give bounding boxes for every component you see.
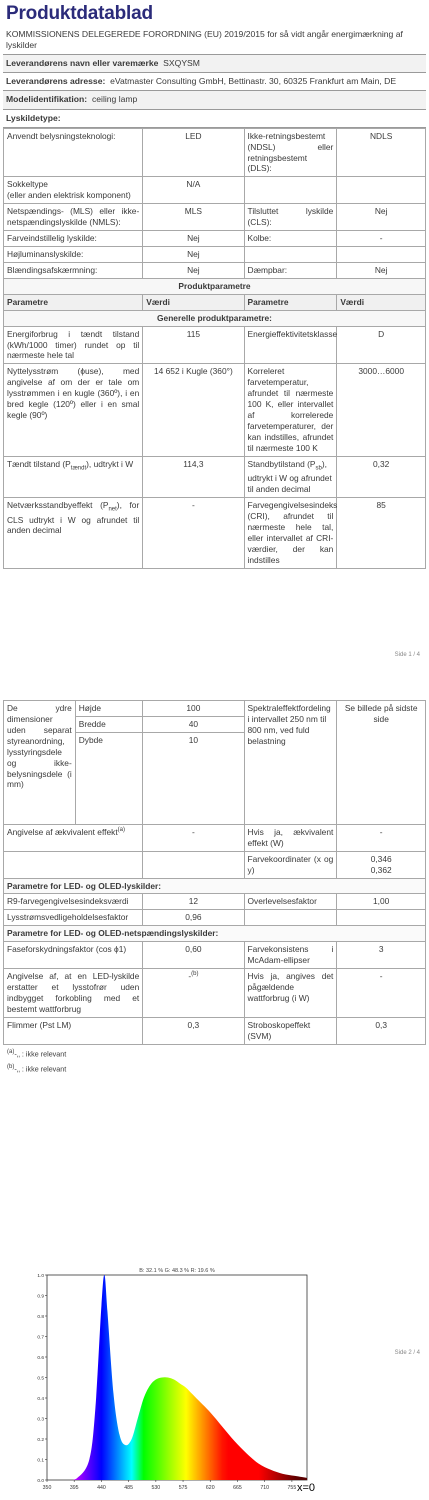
high-luminance-value: Nej [143,247,244,263]
footnote-a-mark: (a) [7,1048,15,1055]
table-header-row [4,294,426,310]
standby-subscript: sb [315,465,322,472]
y-tick-label: 0.2 [37,1437,44,1443]
table-row [4,910,426,926]
on-mode-subscript: tændt [70,465,87,472]
x-tick-label: 485 [124,1485,133,1491]
product-params-band: Produktparametre [4,278,426,294]
on-mode-power-cell [4,456,143,497]
spd-value: Se billede på sidste side [337,701,426,825]
table-row [4,969,426,1018]
supplier-value: SXQYSM [163,58,200,69]
x-tick-label: 665 [233,1485,242,1491]
standby-label-end: ), udtrykt i W og afrundet til anden decimal [247,458,332,495]
y-tick-label: 0.4 [37,1396,44,1402]
empty-cell [244,177,337,204]
flicker-label: Flimmer (Pst LM) [4,1017,143,1044]
cls-label: Tilsluttet lyskilde (CLS): [244,204,337,231]
datasheet-page-1 [3,0,426,670]
network-standby-cell [4,498,143,569]
y-tick-label: 0.7 [37,1335,44,1341]
address-row [3,72,426,90]
bulb-label: Kolbe: [244,231,337,247]
color-tunable-value: Nej [143,231,244,247]
empty-cell [337,910,426,926]
footnote-b [3,1063,426,1075]
replacement-cell [143,969,244,1018]
survival-value: 1,00 [337,894,426,910]
ndls-value: NDLS [337,128,426,177]
type-heading: Lyskildetype: [6,112,61,123]
page-number: Side 1 / 4 [394,652,420,658]
cri-label: Farvegengivelsesindeks (CRI), afrundet til nærmeste hele tal, eller intervallet af CRI-værdier, der kan indstilles [244,498,337,569]
footnote-a [3,1048,426,1060]
r9-label: R9-farvegengivelsesindeksværdi [4,894,143,910]
standby-label: Standbytilstand (P [247,458,316,469]
table-row [4,701,426,717]
color-tunable-label: Farveindstillelig lyskilde: [4,231,143,247]
cct-label: Korreleret farvetemperatur, afrundet til nærmeste 100 K, eller intervallet af korrelerede farvetemperaturer, der kan indstilles, afrundet til nærmeste 100 K [244,364,337,456]
cri-value: 85 [337,498,426,569]
model-row [3,90,426,108]
model-label: Modelidentifikation: [6,94,88,105]
dimmable-label: Dæmpbar: [244,262,337,278]
socket-value: N/A [143,177,244,204]
address-label: Leverandørens adresse: [6,76,106,87]
on-mode-value: 114,3 [143,456,244,497]
x-tick-label: 575 [178,1485,188,1491]
ndls-label: Ikke-retningsbestemt (NDSL) eller retningsbestemt (DLS): [244,128,337,177]
table-row [4,262,426,278]
socket-note: (eller anden elektrisk komponent) [7,190,131,201]
x-tick-label: 710 [260,1485,270,1491]
height-value: 100 [143,701,244,717]
empty-cell [244,910,337,926]
network-standby-label-end: ), for CLS udtrykt i W og afrundet til anden decimal [7,500,140,536]
height-label: Højde [75,701,143,717]
supplier-row [3,54,426,72]
col-value-header: Værdi [337,294,426,310]
table-row [4,456,426,497]
col-value-header: Værdi [143,294,244,310]
on-mode-label: Tændt tilstand (P [7,458,71,469]
table-row [4,326,426,364]
col-param-header: Parametre [4,294,143,310]
y-tick-label: 0.0 [37,1478,44,1484]
table-row [4,204,426,231]
empty-cell [4,851,143,878]
flux-label: Nyttelysstrøm (ɸuse), med angivelse af om der er tale om lysstrømmen i en kugle (360º), i en bred kegle (120º) eller i en smal kegle (90º) [4,364,143,456]
footnote-mark-a: (a) [117,827,125,834]
footnote-b-mark: (b) [7,1064,15,1071]
table-row [4,231,426,247]
replacement-watts-value: - [337,969,426,1018]
mcadam-label: Farvekonsistens i McAdam-ellipser [244,942,337,969]
table-row [4,1017,426,1044]
glare-value: Nej [143,262,244,278]
datasheet-page-spectrum [3,1255,426,1500]
cls-value: Nej [337,204,426,231]
empty-cell [143,851,244,878]
socket-label: Sokkeltype [7,179,48,190]
replacement-label: Angivelse af, at en LED-lyskilde erstatter et lysstofrør uden indbygget forkobling med et bestemt wattforbrug [4,969,143,1018]
tech-value: LED [143,128,244,177]
table-row [4,177,426,204]
stroboscopic-label: Stroboskopeffekt (SVM) [244,1017,337,1044]
x-tick-label: 530 [151,1485,161,1491]
chromaticity-y: 0,362 [370,864,392,875]
spd-label: Spektraleffektfordeling i intervallet 250 nm til 800 nm, ved fuld belastning [244,701,337,825]
page-number: Side 2 / 4 [394,1350,420,1356]
r9-value: 12 [143,894,244,910]
equiv-power-label: Angivelse af ækvivalent effekt [7,826,118,837]
table-row [4,926,426,942]
flicker-value: 0,3 [143,1017,244,1044]
empty-cell [337,177,426,204]
address-value: eVatmaster Consulting GmbH, Bettinastr. 30, 60325 Frankfurt am Main, DE [110,76,397,87]
lightsource-type-table [3,128,426,569]
y-tick-label: 0.9 [37,1294,44,1300]
regulation-subtitle: KOMMISSIONENS DELEGEREDE FORORDNING (EU) 2019/2015 for så vidt angår energimærkning af lyskilder [6,28,403,50]
y-tick-label: 0.3 [37,1417,44,1423]
x-tick-label: 755 [287,1485,297,1491]
mls-value: MLS [143,204,244,231]
depth-value: 10 [143,732,244,824]
mcadam-value: 3 [337,942,426,969]
table-row [4,824,426,851]
model-value: ceiling lamp [91,94,138,105]
y-tick-label: 0.8 [37,1314,44,1320]
table-row [4,851,426,878]
y-tick-label: 0.5 [37,1376,44,1382]
footnote-b-text: -‚‚ : ikke relevant [14,1064,67,1074]
x-tick-label: 395 [69,1485,79,1491]
chromaticity-x: 0,346 [370,853,392,864]
page-title: Produktdatablad [6,3,153,24]
standby-value: 0,32 [337,456,426,497]
energy-label: Energiforbrug i tændt tilstand (kWh/1000 timer) rundet op til nærmeste hele tal [4,326,143,364]
dimmable-value: Nej [337,262,426,278]
table-row [4,894,426,910]
x-tick-label: 440 [97,1485,106,1491]
network-standby-subscript: net [108,506,117,513]
tech-label: Anvendt belysningsteknologi: [4,128,143,177]
network-standby-label: Netværksstandbyeffekt (P [7,500,109,511]
survival-label: Overlevelsesfaktor [244,894,337,910]
table-row [4,498,426,569]
spectrum-chart [33,1265,316,1497]
table-row [4,878,426,894]
x-tick-label: 620 [205,1485,215,1491]
energy-class-value: D [337,326,426,364]
power-factor-value: 0,60 [143,942,244,969]
width-value: 40 [143,716,244,732]
stroboscopic-value: 0,3 [337,1017,426,1044]
table-row [4,942,426,969]
table-row [4,310,426,326]
dimensions-label: De ydre dimensioner uden separat styreanordning, lysstyringsdele og ikke-belysningsdele (i mm) [4,701,76,825]
on-mode-label-end: ), udtrykt i W [86,458,134,469]
equiv-power-value: - [143,824,244,851]
equiv-power-cell [4,824,143,851]
energy-value: 115 [143,326,244,364]
standby-cell [244,456,337,497]
high-luminance-label: Højluminanslyskilde: [4,247,143,263]
footnote-mark-b: (b) [191,971,199,978]
energy-class-label: Energieffektivitetsklasse [244,326,337,364]
supplier-label: Leverandørens navn eller varemærke [6,58,159,69]
replacement-value: - [188,971,192,982]
depth-label: Dybde [75,732,143,824]
glare-label: Blændingsafskærmning: [4,262,143,278]
chart-title: B: 32.1 % G: 48.3 % R: 19.6 % [139,1268,215,1274]
cct-value: 3000…6000 [337,364,426,456]
table-row [4,128,426,177]
y-tick-label: 0.6 [37,1355,44,1361]
y-tick-label: 1.0 [37,1273,44,1279]
mls-label: Netspændings- (MLS) eller ikke-netspændingslyskilde (NMLS): [4,204,143,231]
width-label: Bredde [75,716,143,732]
equiv-watts-label: Hvis ja, ækvivalent effekt (W) [244,824,337,851]
led-section-heading: Parametre for LED- og OLED-lyskilder: [4,878,426,894]
replacement-watts-label: Hvis ja, angives det pågældende wattforbrug (i W) [244,969,337,1018]
general-params-band: Generelle produktparametre: [4,310,426,326]
network-standby-value: - [143,498,244,569]
footnote-a-text: -‚‚ : ikke relevant [14,1048,67,1058]
type-heading-row [3,109,426,128]
chromaticity-values [337,851,426,878]
flux-value: 14 652 i Kugle (360°) [143,364,244,456]
socket-cell [4,177,143,204]
col-param-header: Parametre [244,294,337,310]
x-tick-label: 350 [42,1485,52,1491]
power-factor-label: Faseforskydningsfaktor (cos ϕ1) [4,942,143,969]
lumen-maintenance-value: 0,96 [143,910,244,926]
empty-cell [244,247,337,263]
equiv-watts-value: - [337,824,426,851]
empty-cell [337,247,426,263]
nmls-section-heading: Parametre for LED- og OLED-netspændingslyskilder: [4,926,426,942]
y-tick-label: 0.1 [37,1458,44,1464]
lumen-maintenance-label: Lysstrømsvedligeholdelsesfaktor [4,910,143,926]
table-row [4,278,426,294]
spectrum-svg [33,1265,316,1497]
bulb-value: - [337,231,426,247]
x-end-label: x=0 [297,1482,316,1494]
table-row [4,364,426,456]
datasheet-page-2 [3,700,426,1120]
technical-params-table [3,700,426,1045]
table-row [4,247,426,263]
chromaticity-label: Farvekoordinater (x og y) [244,851,337,878]
